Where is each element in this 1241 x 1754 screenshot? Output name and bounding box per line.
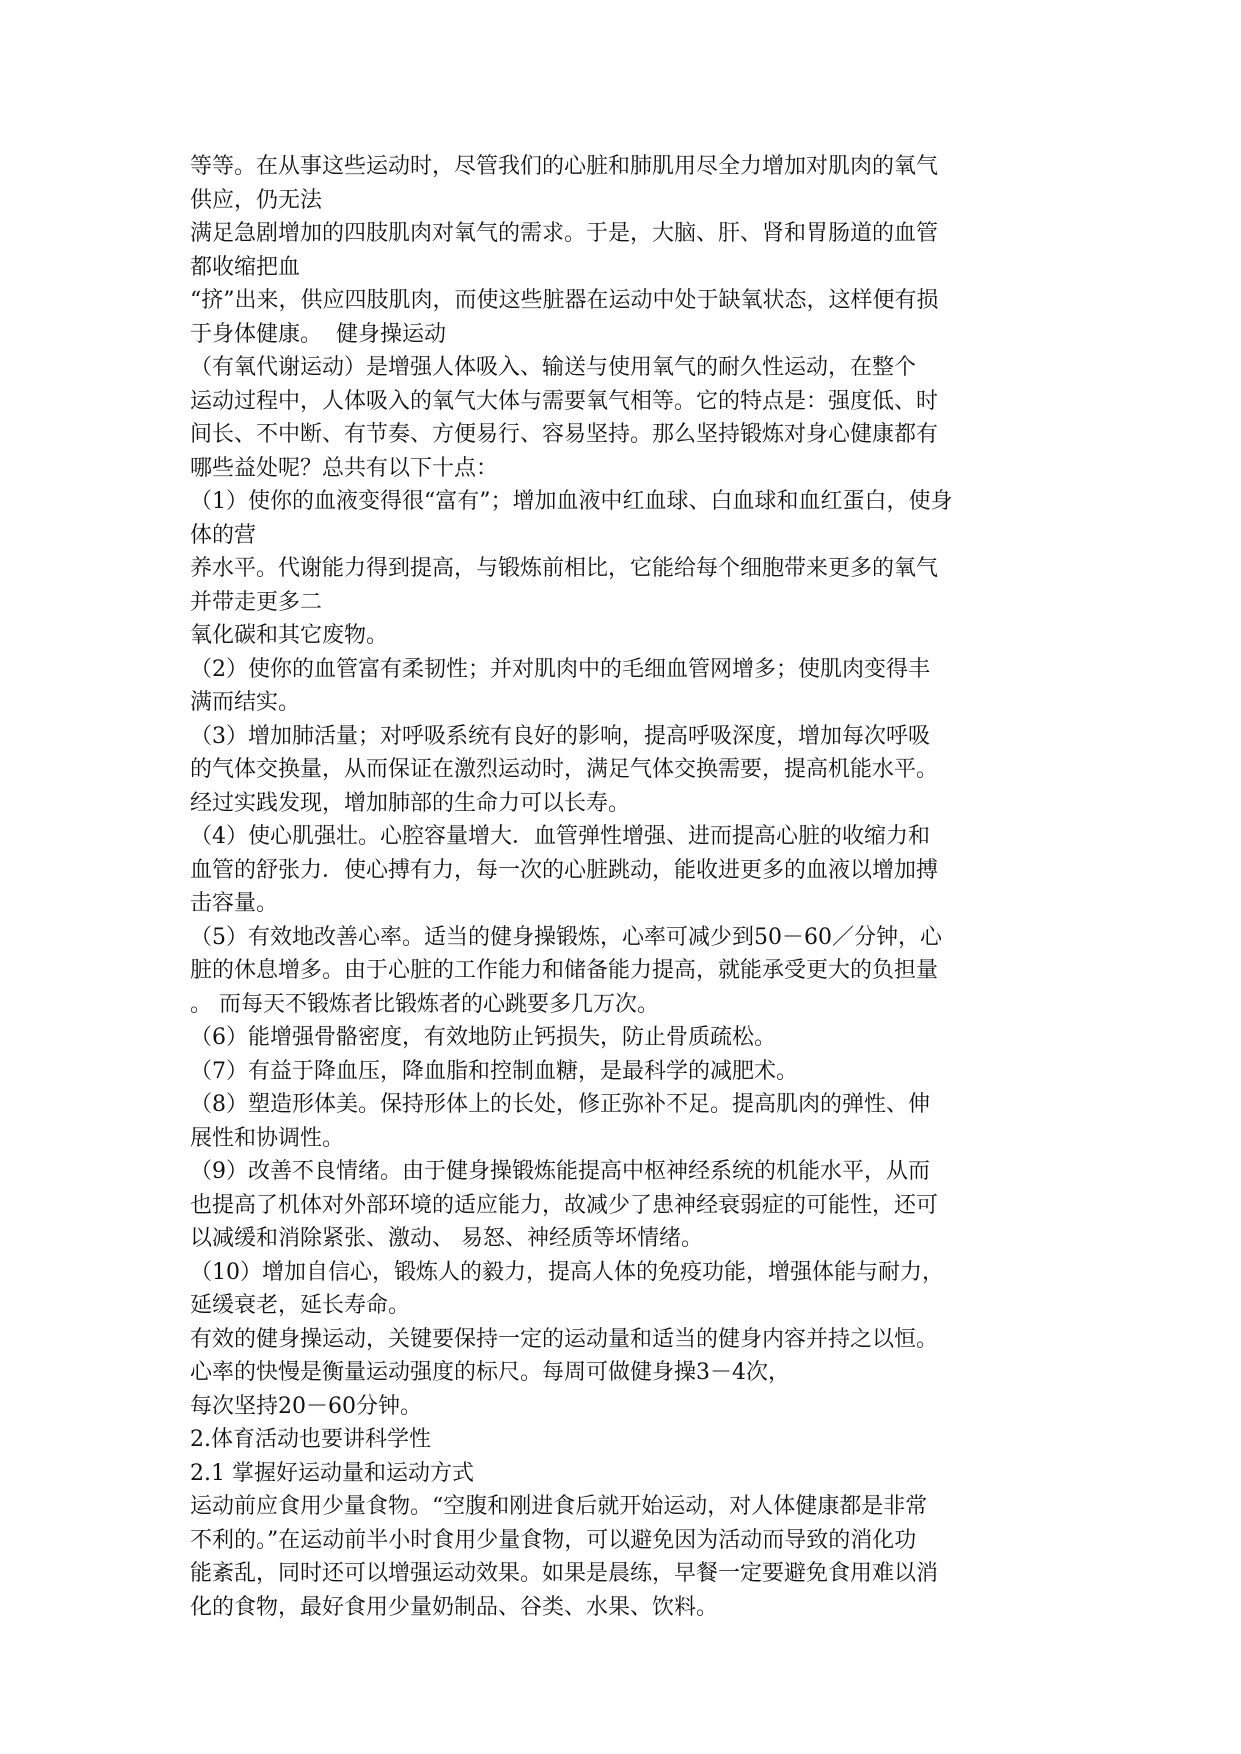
text-line: 养水平。代谢能力得到提高，与锻炼前相比，它能给每个细胞带来更多的氧气	[190, 556, 939, 581]
text-line: 都收缩把血	[190, 254, 301, 280]
text-line: （有氧代谢运动）是增强人体吸入、输送与使用氧气的耐久性运动，在整个	[190, 355, 917, 380]
text-line: 满而结实。	[190, 690, 301, 715]
text-line: 每次坚持20－60分钟。	[190, 1393, 422, 1419]
text-line: 能紊乱，同时还可以增强运动效果。如果是晨练，早餐一定要避免食用难以消	[190, 1561, 939, 1586]
text-line: （4）使心肌强壮。心腔容量增大．血管弹性增强、进而提高心脏的收缩力和	[190, 824, 930, 849]
text-line: 也提高了机体对外部环境的适应能力，故减少了患神经衰弱症的可能性，还可	[190, 1192, 939, 1218]
text-line: 击容量。	[190, 891, 279, 916]
text-line: 2.体育活动也要讲科学性	[190, 1427, 431, 1452]
text-line: 化的食物，最好食用少量奶制品、谷类、水果、饮料。	[190, 1594, 719, 1620]
text-line: 间长、不中断、有节奏、方便易行、容易坚持。那么坚持锻炼对身心健康都有	[190, 422, 939, 447]
text-line: 2.1 掌握好运动量和运动方式	[190, 1460, 474, 1486]
text-line: 哪些益处呢？总共有以下十点：	[190, 455, 499, 481]
text-line: 运动过程中，人体吸入的氧气大体与需要氧气相等。它的特点是：强度低、时	[190, 388, 939, 414]
text-line: 体的营	[190, 522, 257, 548]
text-line: （2）使你的血管富有柔韧性；并对肌肉中的毛细血管网增多；使肌肉变得丰	[190, 656, 930, 682]
text-line: 并带走更多二	[190, 589, 323, 615]
text-line: （3）增加肺活量；对呼吸系统有良好的影响，提高呼吸深度，增加每次呼吸	[190, 723, 930, 749]
text-line: 于身体健康。 健身操运动	[190, 321, 446, 347]
text-line: 经过实践发现，增加肺部的生命力可以长寿。	[190, 790, 631, 816]
text-line: 供应，仍无法	[190, 187, 323, 213]
text-line: 氧化碳和其它废物。	[190, 623, 389, 648]
text-line: 展性和协调性。	[190, 1125, 345, 1151]
text-line: 等等。在从事这些运动时，尽管我们的心脏和肺肌用尽全力增加对肌肉的氧气	[190, 154, 939, 179]
text-line: 。 而每天不锻炼者比锻炼者的心跳要多几万次。	[190, 991, 659, 1017]
text-line: 的气体交换量，从而保证在激烈运动时，满足气体交换需要，提高机能水平。	[190, 757, 939, 782]
text-line: （10）增加自信心，锻炼人的毅力，提高人体的免疫功能，增强体能与耐力，	[190, 1259, 944, 1285]
text-line: 不利的。”在运动前半小时食用少量食物，可以避免因为活动而导致的消化功	[190, 1527, 917, 1553]
text-line: 延缓衰老，延长寿命。	[190, 1293, 411, 1318]
text-line: （1）使你的血液变得很“富有”；增加血液中红血球、白血球和血红蛋白，使身	[190, 489, 953, 514]
text-line: 满足急剧增加的四肢肌肉对氧气的需求。于是，大脑、肝、肾和胃肠道的血管	[190, 221, 939, 246]
text-line: 以减缓和消除紧张、激动、 易怒、神经质等坏情绪。	[190, 1226, 703, 1251]
text-line: （8）塑造形体美。保持形体上的长处，修正弥补不足。提高肌肉的弹性、伸	[190, 1092, 930, 1117]
text-line: （5）有效地改善心率。适当的健身操锻炼，心率可减少到50－60／分钟，心	[190, 924, 942, 950]
text-line: 血管的舒张力．使心搏有力，每一次的心脏跳动，能收进更多的血液以增加搏	[190, 857, 939, 883]
text-line: 心率的快慢是衡量运动强度的标尺。每周可做健身操3－4次，	[190, 1360, 790, 1385]
text-line: （9）改善不良情绪。由于健身操锻炼能提高中枢神经系统的机能水平，从而	[190, 1159, 930, 1184]
text-line: 有效的健身操运动，关键要保持一定的运动量和适当的健身内容并持之以恒。	[190, 1326, 939, 1352]
text-line: 运动前应食用少量食物。“空腹和刚进食后就开始运动，对人体健康都是非常	[190, 1494, 928, 1519]
text-line: （6）能增强骨骼密度，有效地防止钙损失，防止骨质疏松。	[190, 1025, 776, 1050]
document-body-text	[190, 150, 1050, 1624]
text-line: （7）有益于降血压，降血脂和控制血糖，是最科学的减肥术。	[190, 1058, 798, 1084]
text-line: 脏的休息增多。由于心脏的工作能力和储备能力提高，就能承受更大的负担量	[190, 958, 939, 983]
text-line: “挤”出来，供应四肢肌肉，而使这些脏器在运动中处于缺氧状态，这样便有损	[190, 288, 939, 313]
